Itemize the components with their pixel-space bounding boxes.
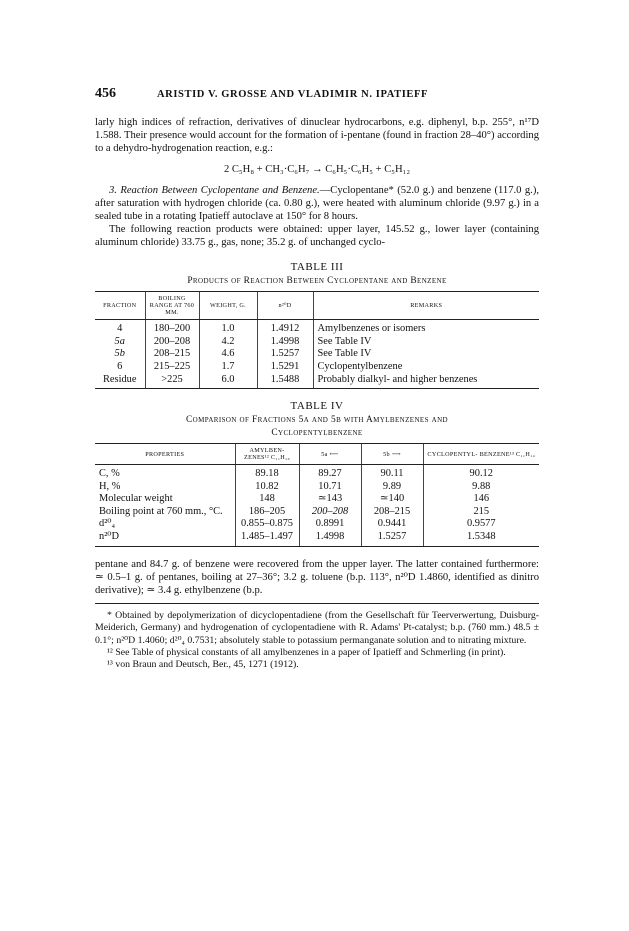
table-cell: >225: [145, 374, 199, 389]
table-cell: 208–215: [361, 506, 423, 519]
table-cell: 215–225: [145, 361, 199, 374]
table-cell: Probably dialkyl- and higher benzenes: [313, 374, 539, 389]
table-cell: See Table IV: [313, 348, 539, 361]
running-head: ARISTID V. GROSSE AND VLADIMIR N. IPATIEFF: [157, 89, 429, 100]
table-cell: 0.8991: [299, 518, 361, 531]
table-4-header: PROPERTIES: [95, 444, 235, 465]
table-cell: 215: [423, 506, 539, 519]
table-cell: Residue: [95, 374, 145, 389]
page-header: [95, 86, 539, 102]
table-4-header-row: [95, 444, 539, 465]
table-cell: 0.855–0.875: [235, 518, 299, 531]
table-row: [95, 481, 539, 494]
table-cell: 1.5348: [423, 531, 539, 546]
table-4: [95, 443, 539, 547]
table-cell: 1.5257: [361, 531, 423, 546]
continuation-paragraph: pentane and 84.7 g. of benzene were recovered from the upper layer. The latter contained furthermore: ≃ 0.5–1 g. of pentanes, boiling at 27–36°; 3.2 g. toluene (b.p. 113°, n²⁰D 1.4860, identified as dinitro derivative); ≃ 3.4 g. ethylbenzene (b.p.: [95, 558, 539, 597]
table-row: [95, 320, 539, 336]
table-3-title: TABLE III: [290, 260, 344, 273]
table-cell: 180–200: [145, 320, 199, 336]
table-cell: 0.9441: [361, 518, 423, 531]
table-cell: 1.4912: [257, 320, 313, 336]
table-cell: 9.89: [361, 481, 423, 494]
table-3-header: REMARKS: [313, 292, 539, 320]
table-cell: 186–205: [235, 506, 299, 519]
table-row: [95, 493, 539, 506]
table-cell: C, %: [99, 468, 120, 480]
table-row: [95, 518, 539, 531]
table-cell: 1.5257: [257, 348, 313, 361]
table-cell: Amylbenzenes or isomers: [313, 320, 539, 336]
table-cell: 4: [117, 323, 123, 335]
table-3-caption: Products of Reaction Between Cyclopentane and Benzene: [187, 275, 447, 286]
table-row: [95, 361, 539, 374]
section-3-body: —Cyclopentane* (52.0 g.) and benzene (117.0 g.), after saturation with hydrogen chloride (ca. 0.80 g.), were heated with aluminum chloride (9.97 g.) in a sealed tube in a rotating Ipatieff autoclave at 150° for 8 hours.: [95, 184, 539, 223]
table-row: [95, 465, 539, 481]
table-cell: 1.5291: [257, 361, 313, 374]
table-cell: 5b: [114, 348, 125, 360]
table-cell: 4.2: [199, 336, 257, 349]
table-cell: ≃140: [361, 493, 423, 506]
footnote: ¹² See Table of physical constants of all amylbenzenes in a paper of Ipatieff and Schmerling (in print).: [107, 646, 506, 658]
table-cell: 4.6: [199, 348, 257, 361]
table-4-header: AMYLBEN- ZENES¹² C₁₁H₁₆: [235, 444, 299, 465]
table-cell: 89.18: [235, 465, 299, 481]
footnote: ¹³ von Braun and Deutsch, Ber., 45, 1271 (1912).: [107, 659, 299, 671]
table-cell: 90.11: [361, 465, 423, 481]
table-row: [95, 531, 539, 546]
table-cell: 200–208: [299, 506, 361, 519]
table-cell: ≃143: [299, 493, 361, 506]
page-number: 456: [95, 86, 116, 101]
table-cell: 1.4998: [257, 336, 313, 349]
table-cell: 10.82: [235, 481, 299, 494]
table-4-header: 5b ⟶: [361, 444, 423, 465]
table-cell: d²⁰₄: [99, 518, 116, 530]
table-cell: 148: [235, 493, 299, 506]
table-3: [95, 291, 539, 389]
table-3-header: WEIGHT, G.: [199, 292, 257, 320]
footnotes: [95, 603, 539, 671]
table-cell: 1.5488: [257, 374, 313, 389]
table-cell: 5a: [114, 335, 125, 347]
table-cell: 146: [423, 493, 539, 506]
table-cell: 89.27: [299, 465, 361, 481]
section-3-paragraph: [95, 184, 539, 224]
table-cell: H, %: [99, 480, 121, 492]
table-cell: 1.0: [199, 320, 257, 336]
table-cell: 200–208: [145, 336, 199, 349]
footnote: * Obtained by depolymerization of dicyclopentadiene (from the Gesellschaft für Teerverwertung, Duisburg-Meiderich, Germany) and hydrogenation of cyclopentadiene with R. Adams' Pt-catalyst; b.p. (760 mm.) 48.5 ± 0.1°; n²⁰D 1.4060; d²⁰₄ 0.7531; absolutely stable to potassium permanganate solution and to nitrating mixture.: [95, 610, 539, 646]
table-4-header: 5a ⟵: [299, 444, 361, 465]
table-cell: 6: [117, 360, 123, 372]
table-row: [95, 348, 539, 361]
table-cell: Molecular weight: [99, 493, 173, 505]
table-row: [95, 336, 539, 349]
table-cell: n²⁰D: [95, 531, 235, 546]
table-row: [95, 374, 539, 389]
table-cell: Boiling point at 760 mm., °C.: [99, 505, 223, 517]
table-cell: 0.9577: [423, 518, 539, 531]
table-4-title: TABLE IV: [290, 400, 344, 413]
table-cell: 6.0: [199, 374, 257, 389]
table-row: [95, 506, 539, 519]
page-content: [95, 86, 539, 671]
intro-paragraph: larly high indices of refraction, derivatives of dinuclear hydrocarbons, e.g. diphenyl, b.p. 255°, n¹⁷D 1.588. Their presence would account for the formation of i-pentane (found in fraction 28–40°) according to a dehydro-hydrogenation reaction, e.g.:: [95, 117, 539, 155]
table-cell: 90.12: [423, 465, 539, 481]
table-3-header: FRACTION: [95, 292, 145, 320]
table-cell: Cyclopentylbenzene: [313, 361, 539, 374]
table-4-header: CYCLOPENTYL- BENZENE¹³ C₁₁H₁₄: [423, 444, 539, 465]
table-cell: 1.7: [199, 361, 257, 374]
table-3-header-row: [95, 292, 539, 320]
table-cell: 1.4998: [299, 531, 361, 546]
table-cell: 9.88: [423, 481, 539, 494]
reaction-equation: 2 C₅H₈ + CH₃·C₆H₇ → C₆H₅·C₆H₅ + C₅H₁₂: [223, 163, 411, 175]
section-3-title: 3. Reaction Between Cyclopentane and Benzene.: [109, 184, 320, 196]
table-4-caption-line2: Cyclopentylbenzene: [271, 427, 363, 438]
table-cell: 10.71: [299, 481, 361, 494]
table-3-header: BOILING RANGE AT 760 MM.: [145, 292, 199, 320]
table-4-caption-line1: Comparison of Fractions 5a and 5b with Amylbenzenes and: [185, 415, 449, 426]
table-3-header: n²⁰D: [257, 292, 313, 320]
products-paragraph: The following reaction products were obtained: upper layer, 145.52 g., lower layer (containing aluminum chloride) 33.75 g., gas, none; 35.2 g. of unchanged cyclo-: [95, 224, 539, 249]
table-cell: 1.485–1.497: [235, 531, 299, 546]
table-cell: See Table IV: [313, 336, 539, 349]
table-cell: 208–215: [145, 348, 199, 361]
